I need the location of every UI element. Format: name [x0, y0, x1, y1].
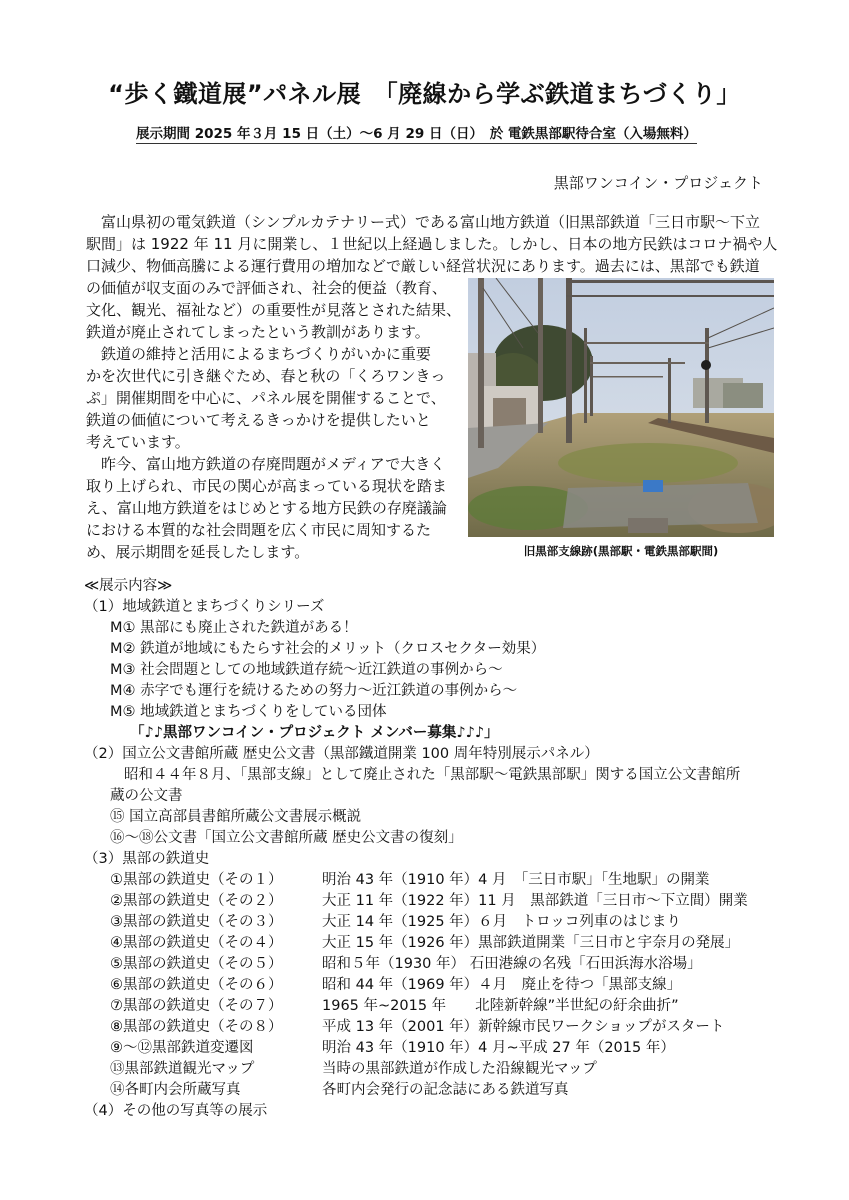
history-item-desc: 明治 43 年（1910 年）4 月~平成 27 年（2015 年）: [322, 1040, 675, 1056]
intro-line: における本質的な社会問題を広く市民に周知するた: [86, 521, 432, 539]
contents-heading: ≪展示内容≫: [84, 578, 173, 594]
section-2-description-cont: 蔵の公文書: [110, 788, 183, 804]
intro-line: 口減少、物価高騰による運行費用の増加などで厳しい経営状況にあります。過去には、黒部でも鉄道: [86, 257, 760, 275]
history-item-name: ⑨～⑫黒部鉄道変遷図: [110, 1040, 254, 1056]
history-item-desc: 平成 13 年（2001 年）新幹線市民ワークショップがスタート: [322, 1019, 725, 1035]
intro-line: かを次世代に引き継ぐため、春と秋の「くろワンきっ: [86, 367, 446, 385]
archive-item: ⑯～⑱公文書「国立公文書館所蔵 歴史公文書の復刻」: [110, 830, 463, 846]
intro-paragraph-left: [86, 277, 461, 563]
history-item-name: ⑤黒部の鉄道史（その５）: [110, 956, 283, 972]
intro-line: 取り上げられ、市民の関心が高まっている現状を踏ま: [86, 477, 447, 495]
section-2-description: 昭和４４年８月、「黒部支線」として廃止された「黒部駅～電鉄黒部駅」関する国立公文書館所: [124, 767, 741, 783]
history-item-desc: 昭和５年（1930 年） 石田港線の名残「石田浜海水浴場」: [322, 956, 702, 972]
intro-line: 鉄道の価値について考えるきっかけを提供したいと: [86, 411, 431, 429]
archive-item: ⑮ 国立高部員書館所蔵公文書展示概説: [110, 809, 362, 825]
history-item-name: ⑦黒部の鉄道史（その７）: [110, 998, 283, 1014]
series-item: M② 鉄道が地域にもたらす社会的メリット（クロスセクター効果）: [110, 641, 546, 657]
history-item-desc: 明治 43 年（1910 年）4 月 「三日市駅」「生地駅」の開業: [322, 872, 710, 888]
history-item-desc: 1965 年~2015 年 北陸新幹線”半世紀の紆余曲折”: [322, 998, 679, 1014]
intro-line: 鉄道が廃止されてしまったという教訓があります。: [86, 323, 430, 341]
history-item-name: ⑧黒部の鉄道史（その８）: [110, 1019, 283, 1035]
organizer-name: 黒部ワンコイン・プロジェクト: [553, 174, 763, 192]
series-item: M③ 社会問題としての地域鉄道存続～近江鉄道の事例から～: [110, 662, 503, 678]
section-3-title: （3）黒部の鉄道史: [84, 851, 210, 867]
section-1-title: （1）地域鉄道とまちづくりシリーズ: [84, 599, 325, 615]
intro-line: 文化、観光、福祉など）の重要性が見落とされた結果、: [86, 301, 462, 319]
history-item-name: ⑥黒部の鉄道史（その６）: [110, 977, 283, 993]
history-item-name: ②黒部の鉄道史（その２）: [110, 893, 283, 909]
intro-paragraph-top: [86, 211, 778, 277]
history-item-name: ④黒部の鉄道史（その４）: [110, 935, 283, 951]
exhibition-contents: [84, 576, 784, 1136]
page-title: “歩く鐵道展”パネル展 「廃線から学ぶ鉄道まちづくり」: [108, 80, 741, 108]
section-2-title: （2）国立公文書館所蔵 歴史公文書（黒部鐵道開業 100 周年特別展示パネル）: [84, 746, 599, 762]
intro-line: 鉄道の維持と活用によるまちづくりがいかに重要: [86, 345, 431, 363]
intro-line: 富山県初の電気鉄道（シンプルカテナリー式）である富山地方鉄道（旧黒部鉄道「三日市駅～下立: [86, 213, 761, 231]
history-item-desc: 大正 15 年（1926 年）黒部鉄道開業「三日市と宇奈月の発展」: [322, 935, 740, 951]
intro-line: え、富山地方鉄道をはじめとする地方民鉄の存廃議論: [86, 499, 447, 517]
section-4-title: （4）その他の写真等の展示: [84, 1103, 268, 1119]
intro-line: 考えています。: [86, 433, 190, 451]
member-recruitment: 「♪♪黒部ワンコイン・プロジェクト メンバー募集♪♪♪」: [130, 725, 499, 741]
series-item: M① 黒部にも廃止された鉄道がある！: [110, 620, 358, 636]
exhibition-period: 展示期間 2025 年３月 15 日（土）～6 月 29 日（日） 於 電鉄黒部駅待合室（入場無料）: [136, 122, 697, 144]
series-item: M⑤ 地域鉄道とまちづくりをしている団体: [110, 704, 387, 720]
intro-line: め、展示期間を延長したします。: [86, 543, 310, 561]
history-item-desc: 当時の黒部鉄道が作成した沿線観光マップ: [322, 1061, 597, 1077]
history-item-desc: 大正 11 年（1922 年）11 月 黒部鉄道「三日市～下立間）開業: [322, 893, 748, 909]
history-item-name: ③黒部の鉄道史（その３）: [110, 914, 283, 930]
intro-line: ぷ」開催期間を中心に、パネル展を開催することで、: [86, 389, 446, 407]
history-item-name: ①黒部の鉄道史（その１）: [110, 872, 283, 888]
intro-line: の価値が収支面のみで評価され、社会的便益（教育、: [86, 279, 447, 297]
history-item-desc: 大正 14 年（1925 年）６月 トロッコ列車のはじまり: [322, 914, 681, 930]
railway-photo: [468, 278, 774, 537]
abandoned-line-photo-illustration: [468, 278, 774, 537]
history-item-name: ⑬黒部鉄道観光マップ: [110, 1061, 255, 1077]
history-item-name: ⑭各町内会所蔵写真: [110, 1082, 241, 1098]
history-item-desc: 各町内会発行の記念誌にある鉄道写真: [322, 1082, 569, 1098]
photo-caption: 旧黒部支線跡(黒部駅・電鉄黒部駅間): [523, 544, 719, 558]
series-item: M④ 赤字でも運行を続けるための努力～近江鉄道の事例から～: [110, 683, 518, 699]
intro-line: 昨今、富山地方鉄道の存廃問題がメディアで大きく: [86, 455, 446, 473]
history-item-desc: 昭和 44 年（1969 年）４月 廃止を待つ「黒部支線」: [322, 977, 682, 993]
intro-line: 駅間」は 1922 年 11 月に開業し、１世紀以上経過しました。しかし、日本の地方民鉄はコロナ禍や人: [86, 235, 778, 253]
